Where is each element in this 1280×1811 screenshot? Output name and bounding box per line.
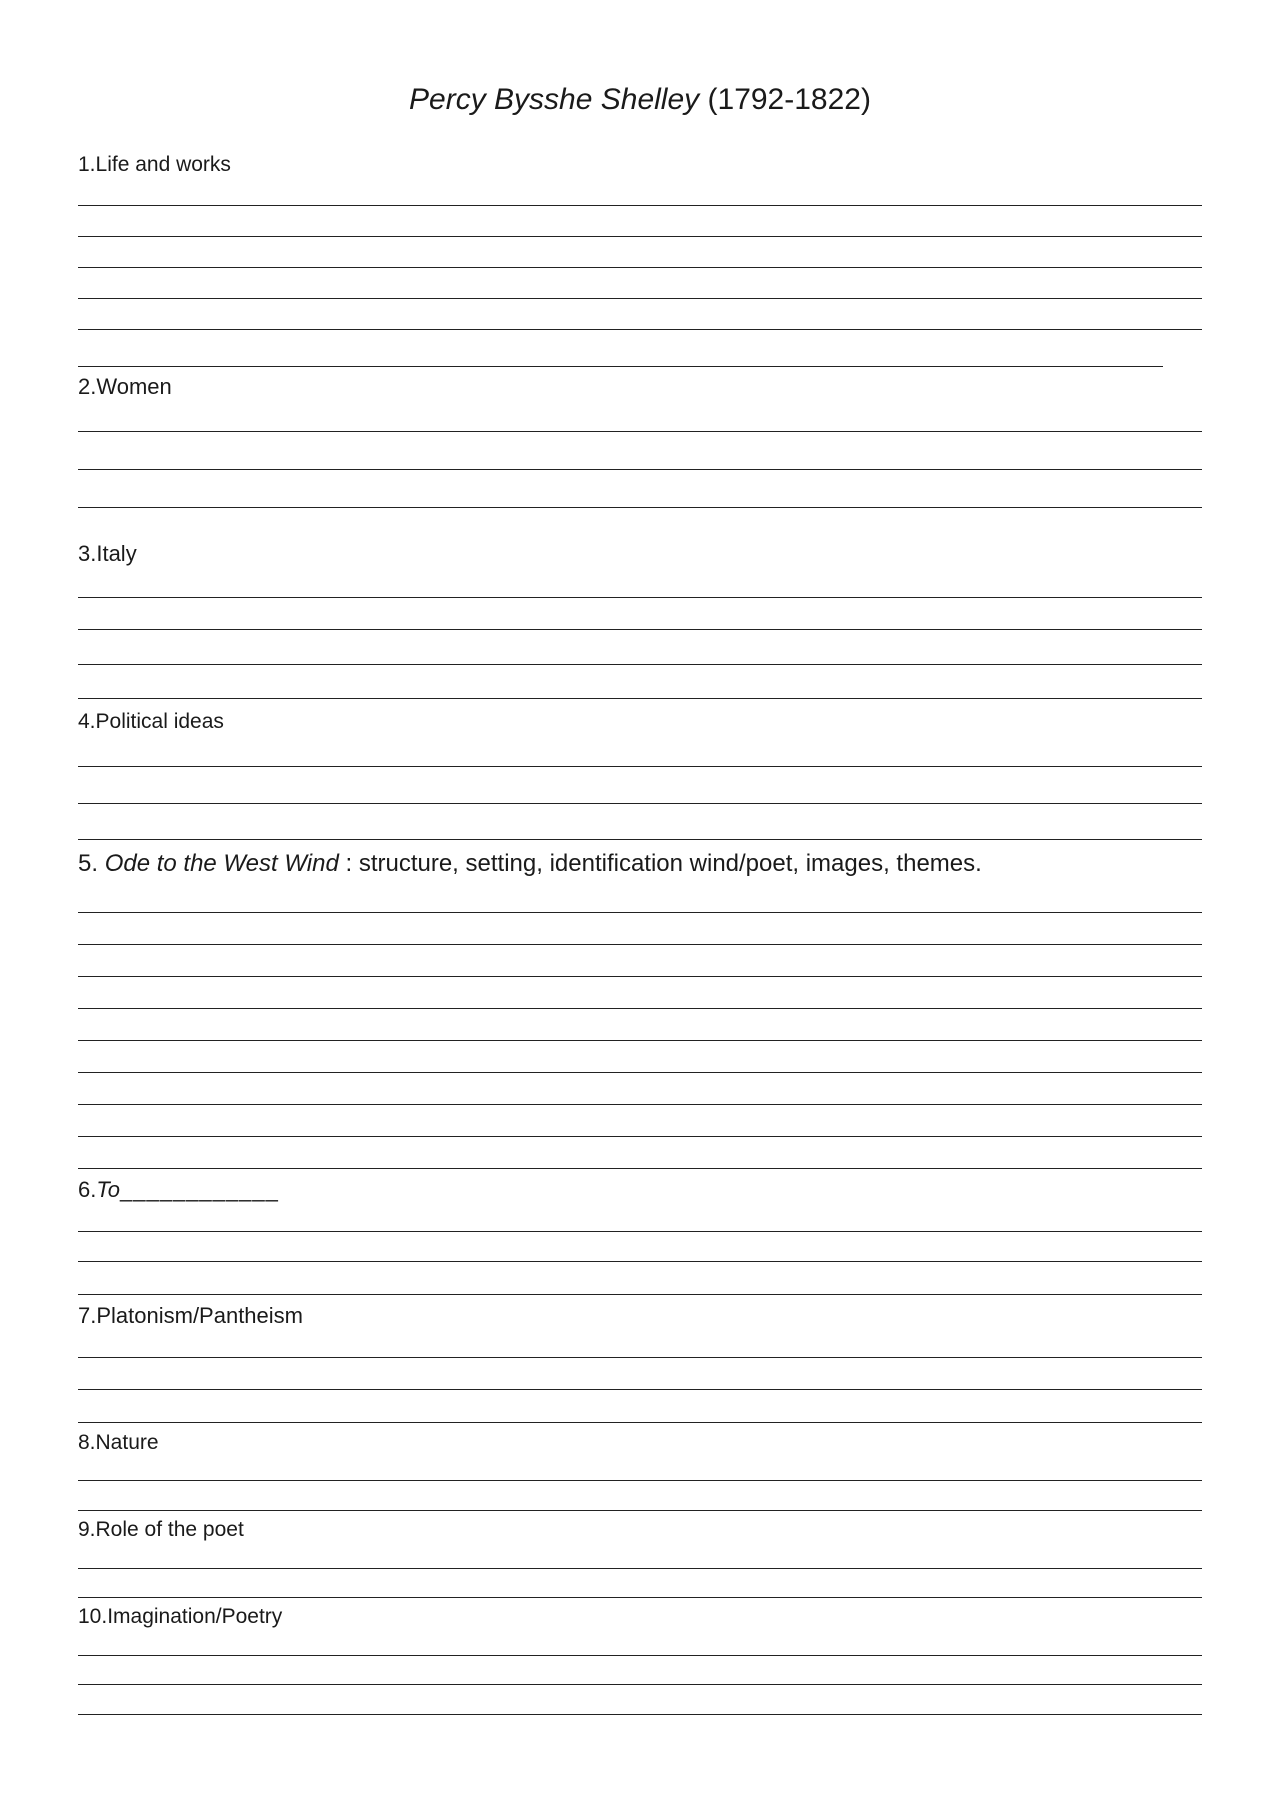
answer-line[interactable] bbox=[78, 1231, 1202, 1232]
answer-line[interactable] bbox=[78, 1040, 1202, 1041]
answer-line[interactable] bbox=[78, 329, 1202, 330]
answer-line[interactable] bbox=[78, 1168, 1202, 1169]
answer-line[interactable] bbox=[78, 803, 1202, 804]
answer-line[interactable] bbox=[78, 944, 1202, 945]
answer-line[interactable] bbox=[78, 629, 1202, 630]
answer-line[interactable] bbox=[78, 1104, 1202, 1105]
section-heading-italy: 3.Italy bbox=[78, 541, 137, 566]
answer-line[interactable] bbox=[78, 698, 1202, 699]
answer-line[interactable] bbox=[78, 839, 1202, 840]
title-dates: (1792-1822) bbox=[707, 83, 871, 116]
answer-line[interactable] bbox=[78, 507, 1202, 508]
answer-line[interactable] bbox=[78, 976, 1202, 977]
answer-line[interactable] bbox=[78, 912, 1202, 913]
title-name: Percy Bysshe Shelley bbox=[409, 83, 700, 116]
section-heading-nature: 8.Nature bbox=[78, 1431, 159, 1454]
section-heading-ode-to-the-west-wind bbox=[78, 851, 982, 877]
answer-line[interactable] bbox=[78, 1136, 1202, 1137]
section-heading-women: 2.Women bbox=[78, 374, 172, 399]
section-heading-imagination-poetry: 10.Imagination/Poetry bbox=[78, 1605, 283, 1628]
answer-line[interactable] bbox=[78, 205, 1202, 206]
answer-line[interactable] bbox=[78, 664, 1202, 665]
answer-line[interactable] bbox=[78, 1261, 1202, 1262]
page-title bbox=[0, 82, 1280, 118]
answer-line[interactable] bbox=[78, 1568, 1202, 1569]
section-number: 5. bbox=[78, 850, 99, 877]
section-heading-political-ideas: 4.Political ideas bbox=[78, 710, 224, 733]
section-heading-role-of-the-poet: 9.Role of the poet bbox=[78, 1518, 244, 1541]
answer-line[interactable] bbox=[78, 431, 1202, 432]
answer-line[interactable] bbox=[78, 1422, 1202, 1423]
answer-line[interactable] bbox=[78, 469, 1202, 470]
answer-line[interactable] bbox=[78, 1008, 1202, 1009]
answer-line[interactable] bbox=[78, 1357, 1202, 1358]
section-heading-life-and-works: 1.Life and works bbox=[78, 153, 231, 176]
work-title: Ode to the West Wind bbox=[104, 850, 339, 877]
section-number: 6. bbox=[78, 1177, 97, 1202]
answer-line[interactable] bbox=[78, 766, 1202, 767]
answer-line[interactable] bbox=[78, 366, 1163, 367]
answer-line[interactable] bbox=[78, 298, 1202, 299]
answer-line[interactable] bbox=[78, 1714, 1202, 1715]
section-heading-to bbox=[78, 1177, 279, 1203]
section-topics: : structure, setting, identification wind/poet, images, themes. bbox=[338, 850, 982, 877]
answer-line[interactable] bbox=[78, 1480, 1202, 1481]
answer-line[interactable] bbox=[78, 1684, 1202, 1685]
answer-line[interactable] bbox=[78, 1597, 1202, 1598]
answer-line[interactable] bbox=[78, 1655, 1202, 1656]
section-heading-platonism-pantheism: 7.Platonism/Pantheism bbox=[78, 1303, 303, 1328]
answer-line[interactable] bbox=[78, 1389, 1202, 1390]
work-title: To bbox=[96, 1177, 121, 1202]
title-blank[interactable]: ____________ bbox=[120, 1177, 279, 1202]
answer-line[interactable] bbox=[78, 236, 1202, 237]
answer-line[interactable] bbox=[78, 1510, 1202, 1511]
answer-line[interactable] bbox=[78, 1072, 1202, 1073]
answer-line[interactable] bbox=[78, 597, 1202, 598]
answer-line[interactable] bbox=[78, 267, 1202, 268]
answer-line[interactable] bbox=[78, 1294, 1202, 1295]
